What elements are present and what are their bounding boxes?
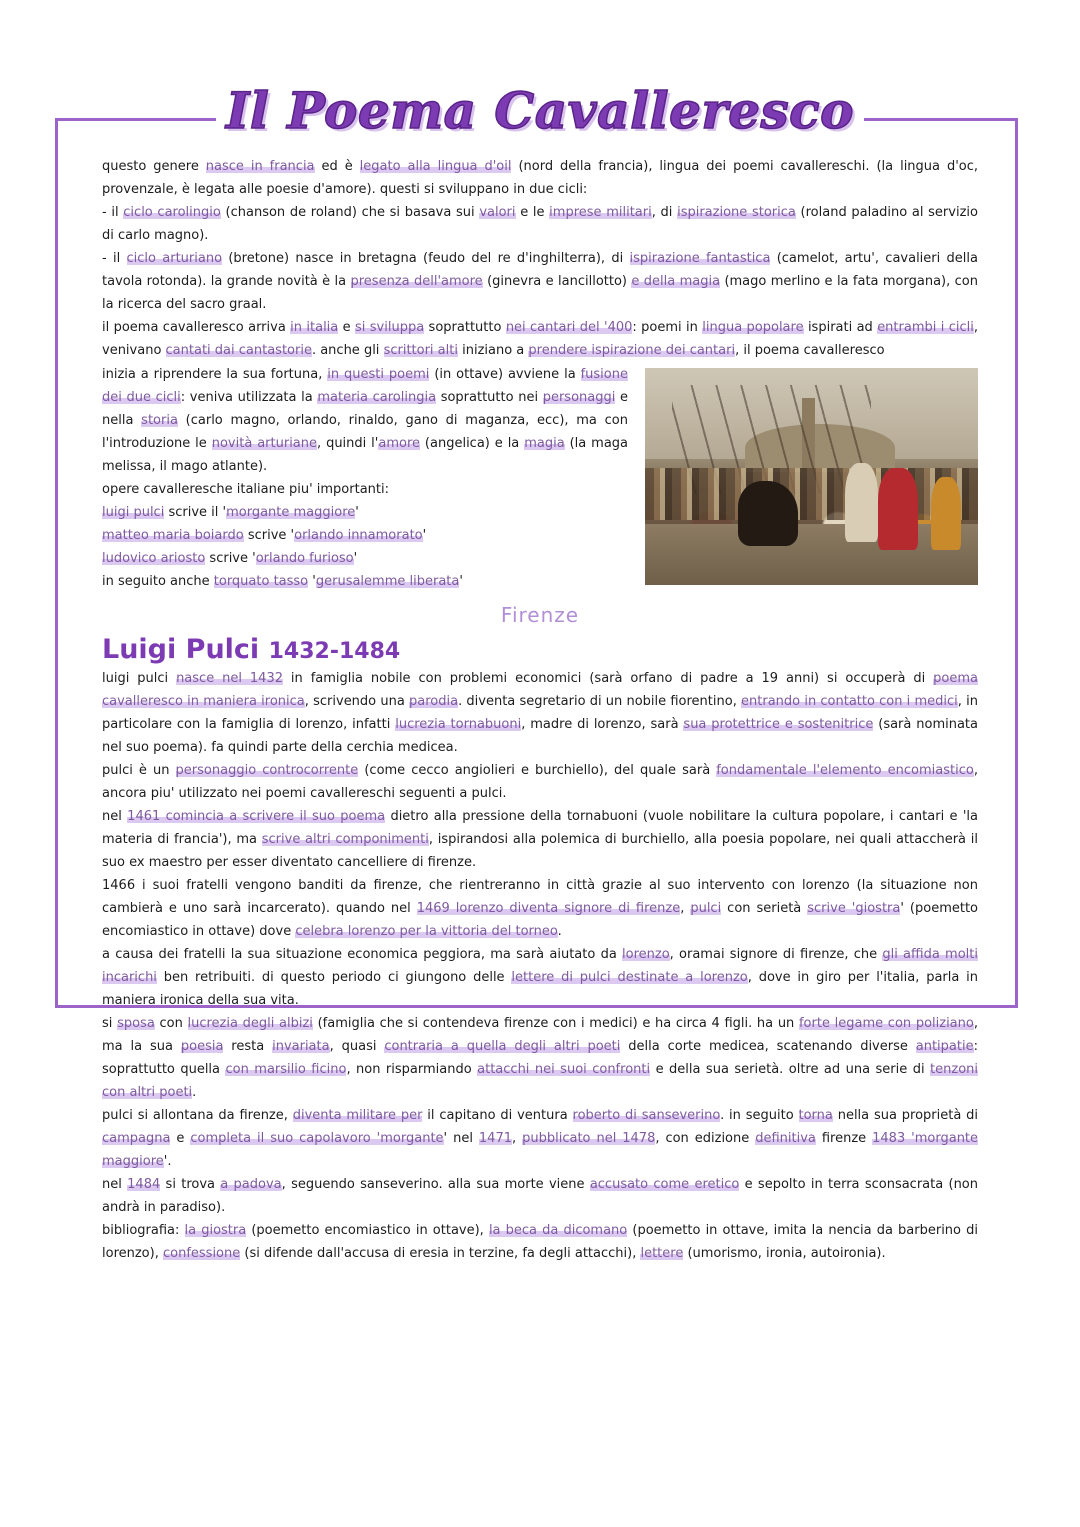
text-segment: . — [557, 924, 562, 939]
text-segment: , scrivendo una — [304, 694, 409, 709]
highlighted-text: 1471 — [478, 1131, 512, 1146]
highlighted-text: attacchi nei suoi confronti — [477, 1062, 651, 1077]
body-paragraph — [102, 1173, 978, 1219]
text-segment: . anche gli — [311, 343, 384, 358]
highlighted-text: ispirazione storica — [677, 205, 796, 220]
text-segment: ispirati ad — [803, 320, 878, 335]
highlighted-text: prendere ispirazione dei cantari — [528, 343, 736, 358]
left_column-paragraph — [102, 547, 628, 570]
text-segment: e le — [515, 205, 550, 220]
text-segment: , in particolare con la famiglia di lorenzo, infatti — [102, 694, 978, 732]
text-segment: . in seguito — [720, 1108, 799, 1123]
highlighted-text: accusato come eretico — [589, 1177, 740, 1192]
highlighted-text: morgante maggiore — [226, 505, 356, 520]
body-paragraph — [102, 805, 978, 874]
text-segment: ' — [308, 574, 316, 589]
text-segment: , dove in giro per l'italia, parla in maniera ironica della sua vita. — [102, 970, 979, 1008]
highlighted-text: in italia — [290, 320, 339, 335]
text-segment: , non risparmiando — [346, 1062, 478, 1077]
left_column-paragraph — [102, 524, 628, 547]
text-segment: , ispirandosi alla polemica di burchiello, alla poesia popolare, nei quali attaccherà il suo ex maestro per esser diventato cancelliere di firenze. — [102, 832, 978, 870]
text-segment: : soprattutto quella — [102, 1039, 978, 1077]
section-heading-name: Luigi Pulci — [102, 634, 260, 665]
highlighted-text: ciclo carolingio — [123, 205, 221, 220]
highlighted-text: presenza dell'amore — [350, 274, 483, 289]
text-segment: scrive il ' — [164, 505, 227, 520]
body-paragraph — [102, 1104, 978, 1173]
highlighted-text: parodia — [409, 694, 459, 709]
highlighted-text: torquato tasso — [213, 574, 309, 589]
text-segment: (nord della francia), lingua dei poemi cavallereschi. (la lingua d'oc, provenzale, è legata alle poesie d'amore). questi si sviluppano in due cicli: — [102, 159, 979, 197]
highlighted-text: contraria a quella degli altri poeti — [384, 1039, 621, 1054]
text-segment: (poemetto encomiastico in ottave), — [246, 1223, 489, 1238]
text-segment: in seguito anche — [102, 574, 214, 589]
text-segment: luigi pulci — [102, 671, 177, 686]
left_column-paragraph — [102, 501, 628, 524]
left_column-paragraph — [102, 478, 628, 501]
highlighted-text: magia — [524, 436, 565, 451]
text-segment: - il — [102, 251, 127, 266]
intro-paragraph — [102, 155, 978, 201]
section-heading — [102, 630, 400, 672]
highlighted-text: orlando furioso — [255, 551, 354, 566]
text-segment: a causa dei fratelli la sua situazione economica peggiora, ma sarà aiutato da — [102, 947, 623, 962]
text-segment: , venivano — [102, 320, 978, 358]
left-column-text — [102, 363, 628, 593]
left_column-paragraph — [102, 363, 628, 478]
text-segment: (angelica) e la — [420, 436, 525, 451]
highlighted-text: cantati dai cantastorie — [165, 343, 312, 358]
text-segment: nella sua proprietà di — [832, 1108, 979, 1123]
text-segment: nel — [102, 809, 128, 824]
text-segment: (ginevra e lancillotto) — [482, 274, 632, 289]
text-segment: scrive ' — [205, 551, 256, 566]
highlighted-text: lucrezia degli albizi — [187, 1016, 313, 1031]
highlighted-text: la giostra — [184, 1223, 247, 1238]
text-segment: , ancora piu' utilizzato nei poemi cavallereschi seguenti a pulci. — [102, 763, 978, 801]
text-segment: ' nel — [443, 1131, 479, 1146]
text-segment: resta — [223, 1039, 273, 1054]
text-segment: (carlo magno, orlando, rinaldo, gano di maganza, ecc), ma con l'introduzione le — [102, 413, 628, 451]
painting-image — [645, 368, 978, 585]
highlighted-text: 1469 lorenzo diventa signore di firenze — [416, 901, 681, 916]
left_column-paragraph — [102, 570, 628, 593]
highlighted-text: gerusalemme liberata — [315, 574, 460, 589]
highlighted-text: confessione — [162, 1246, 241, 1261]
text-segment: e della sua serietà. oltre ad una serie di — [650, 1062, 931, 1077]
highlighted-text: in questi poemi — [327, 367, 430, 382]
highlighted-text: nasce nel 1432 — [176, 671, 283, 686]
text-segment: ben retribuiti. di questo periodo ci giungono delle — [156, 970, 512, 985]
text-segment: , quindi l' — [317, 436, 379, 451]
text-segment: (la maga melissa, il mago atlante). — [102, 436, 629, 474]
highlighted-text: 1484 — [127, 1177, 161, 1192]
highlighted-text: pubblicato nel 1478 — [522, 1131, 656, 1146]
highlighted-text: tenzoni con altri poeti — [102, 1062, 978, 1100]
text-segment: ' — [459, 574, 463, 589]
highlighted-text: torna — [798, 1108, 833, 1123]
highlighted-text: pulci — [690, 901, 722, 916]
body-paragraph — [102, 667, 978, 759]
text-segment: : veniva utilizzata la — [180, 390, 318, 405]
section-heading-years: 1432-1484 — [268, 639, 401, 664]
highlighted-text: poesia — [180, 1039, 224, 1054]
highlighted-text: lettere di pulci destinate a lorenzo — [511, 970, 748, 985]
highlighted-text: completa il suo capolavoro 'morgante — [190, 1131, 444, 1146]
text-segment: ' — [355, 505, 359, 520]
text-segment: ' — [353, 551, 358, 566]
highlighted-text: sua protettrice e sostenitrice — [683, 717, 874, 732]
highlighted-text: scrittori alti — [383, 343, 458, 358]
text-segment: inizia a riprendere la sua fortuna, — [102, 367, 328, 382]
highlighted-text: materia carolingia — [317, 390, 437, 405]
text-segment: , il poema cavalleresco — [735, 343, 885, 358]
text-segment: della corte medicea, scatenando diverse — [620, 1039, 916, 1054]
intro-text — [102, 155, 978, 362]
text-segment: ed è — [314, 159, 360, 174]
highlighted-text: luigi pulci — [102, 505, 165, 520]
text-segment: in famiglia nobile con problemi economici (sarà orfano di padre a 19 anni) si occuperà di — [282, 671, 934, 686]
highlighted-text: definitiva — [755, 1131, 816, 1146]
highlighted-text: poema cavalleresco in maniera ironica — [102, 671, 978, 709]
biography-text — [102, 667, 978, 1265]
body-paragraph — [102, 1012, 978, 1104]
text-segment: . diventa segretario di un nobile fiorentino, — [458, 694, 742, 709]
highlighted-text: diventa militare per — [292, 1108, 423, 1123]
page-title — [0, 78, 1080, 144]
text-segment: pulci si allontana da firenze, — [102, 1108, 293, 1123]
text-segment: (roland paladino al servizio di carlo magno). — [102, 205, 978, 243]
text-segment: - il — [102, 205, 124, 220]
highlighted-text: e della magia — [631, 274, 721, 289]
highlighted-text: lingua popolare — [702, 320, 804, 335]
text-segment: dietro alla pressione della tornabuoni (vuole nobilitare la cultura popolare, i cantari e 'la materia di francia'), ma — [102, 809, 978, 847]
text-segment: 1466 i suoi fratelli vengono banditi da firenze, che rientreranno in città grazie al suo intervento con lorenzo (la situazione non cambierà e uno sarà incarcerato). quando nel — [102, 878, 978, 916]
text-segment: . — [192, 1085, 197, 1100]
highlighted-text: orlando innamorato — [294, 528, 423, 543]
body-paragraph — [102, 1219, 978, 1265]
highlighted-text: scrive altri componimenti — [261, 832, 429, 847]
text-segment: ' — [422, 528, 427, 543]
highlighted-text: ludovico ariosto — [102, 551, 206, 566]
text-segment: soprattutto nei — [436, 390, 543, 405]
text-segment: : poemi in — [632, 320, 703, 335]
text-segment: (umorismo, ironia, autoironia). — [683, 1246, 886, 1261]
text-segment: , madre di lorenzo, sarà — [521, 717, 684, 732]
text-segment: (sarà nominata nel suo poema). fa quindi parte della cerchia medicea. — [102, 717, 978, 755]
highlighted-text: personaggio controcorrente — [175, 763, 359, 778]
highlighted-text: valori — [479, 205, 516, 220]
text-segment: (camelot, artu', cavalieri della tavola rotonda). la grande novità è la — [102, 251, 978, 289]
intro-paragraph — [102, 201, 978, 247]
text-segment: (bretone) nasce in bretagna (feudo del re d'inghilterra), di — [222, 251, 630, 266]
text-segment: e sepolto in terra sconsacrata (non andrà in paradiso). — [102, 1177, 979, 1215]
text-segment: (si difende dall'accusa di eresia in terzine, fa degli attacchi), — [240, 1246, 641, 1261]
text-segment: bibliografia: — [102, 1223, 185, 1238]
highlighted-text: lucrezia tornabuoni — [395, 717, 522, 732]
highlighted-text: antipatie — [915, 1039, 974, 1054]
highlighted-text: forte legame con poliziano — [798, 1016, 974, 1031]
highlighted-text: novità arturiane — [211, 436, 318, 451]
text-segment: nel — [102, 1177, 128, 1192]
highlighted-text: invariata — [272, 1039, 330, 1054]
body-paragraph — [102, 943, 978, 1012]
highlighted-text: celebra lorenzo per la vittoria del torneo — [295, 924, 558, 939]
text-segment: e nella — [102, 390, 628, 428]
highlighted-text: 1483 'morgante maggiore — [102, 1131, 979, 1169]
text-segment: , quasi — [329, 1039, 385, 1054]
highlighted-text: matteo maria boiardo — [102, 528, 244, 543]
text-segment: , di — [651, 205, 678, 220]
text-segment: iniziano a — [457, 343, 529, 358]
text-segment: ' (poemetto encomiastico in ottave) dove — [102, 901, 979, 939]
highlighted-text: ciclo arturiano — [126, 251, 223, 266]
text-segment: (famiglia che si contendeva firenze con i medici) e ha circa 4 figli. ha un — [312, 1016, 799, 1031]
highlighted-text: roberto di sanseverino — [572, 1108, 721, 1123]
text-segment: soprattutto — [424, 320, 506, 335]
highlighted-text: scrive 'giostra — [807, 901, 901, 916]
highlighted-text: entrambi i cicli — [877, 320, 974, 335]
intro-paragraph — [102, 316, 978, 362]
text-segment: si trova — [160, 1177, 221, 1192]
text-segment: , seguendo sanseverino. alla sua morte viene — [281, 1177, 590, 1192]
text-segment: si — [102, 1016, 118, 1031]
text-segment: , — [680, 901, 691, 916]
highlighted-text: amore — [378, 436, 421, 451]
highlighted-text: sposa — [117, 1016, 155, 1031]
city-label: Firenze — [500, 603, 580, 627]
page-title-text: Il Poema Cavalleresco — [216, 81, 864, 140]
highlighted-text: a padova — [220, 1177, 282, 1192]
text-segment: scrive ' — [243, 528, 295, 543]
highlighted-text: lettere — [640, 1246, 684, 1261]
text-segment: (poemetto in ottave, imita la nencia da barberino di lorenzo), — [102, 1223, 978, 1261]
text-segment: , oramai signore di firenze, che — [669, 947, 883, 962]
highlighted-text: 1461 comincia a scrivere il suo poema — [127, 809, 386, 824]
text-segment: (come cecco angiolieri e burchiello), del quale sarà — [358, 763, 717, 778]
highlighted-text: ispirazione fantastica — [629, 251, 771, 266]
highlighted-text: la beca da dicomano — [488, 1223, 628, 1238]
text-segment: , ma la sua — [102, 1016, 978, 1054]
text-segment: (in ottave) avviene la — [429, 367, 581, 382]
text-segment: con — [154, 1016, 188, 1031]
text-segment: il poema cavalleresco arriva — [102, 320, 291, 335]
text-segment: e — [170, 1131, 191, 1146]
text-segment: opere cavalleresche italiane piu' importanti: — [102, 482, 389, 497]
text-segment: (mago merlino e la fata morgana), con la ricerca del sacro graal. — [102, 274, 978, 312]
highlighted-text: fusione dei due cicli — [102, 367, 628, 405]
text-segment: il capitano di ventura — [422, 1108, 573, 1123]
text-segment: con serietà — [721, 901, 808, 916]
highlighted-text: fondamentale l'elemento encomiastico — [716, 763, 974, 778]
text-segment: , — [512, 1131, 523, 1146]
text-segment: e — [338, 320, 356, 335]
highlighted-text: entrando in contatto con i medici — [741, 694, 958, 709]
highlighted-text: legato alla lingua d'oil — [359, 159, 512, 174]
body-paragraph — [102, 874, 978, 943]
text-segment: '. — [163, 1154, 172, 1169]
highlighted-text: si sviluppa — [355, 320, 425, 335]
text-segment: , con edizione — [655, 1131, 756, 1146]
text-segment: pulci è un — [102, 763, 176, 778]
two-column-section — [102, 363, 978, 593]
text-segment: questo genere — [102, 159, 206, 174]
highlighted-text: nei cantari del '400 — [505, 320, 633, 335]
text-segment: firenze — [815, 1131, 873, 1146]
text-segment: (chanson de roland) che si basava sui — [220, 205, 480, 220]
highlighted-text: imprese militari — [549, 205, 652, 220]
highlighted-text: personaggi — [542, 390, 616, 405]
body-paragraph — [102, 759, 978, 805]
highlighted-text: campagna — [102, 1131, 171, 1146]
highlighted-text: lorenzo — [622, 947, 670, 962]
highlighted-text: con marsilio ficino — [225, 1062, 347, 1077]
highlighted-text: nasce in francia — [205, 159, 315, 174]
highlighted-text: storia — [141, 413, 178, 428]
highlighted-text: gli affida molti incarichi — [102, 947, 978, 985]
intro-paragraph — [102, 247, 978, 316]
